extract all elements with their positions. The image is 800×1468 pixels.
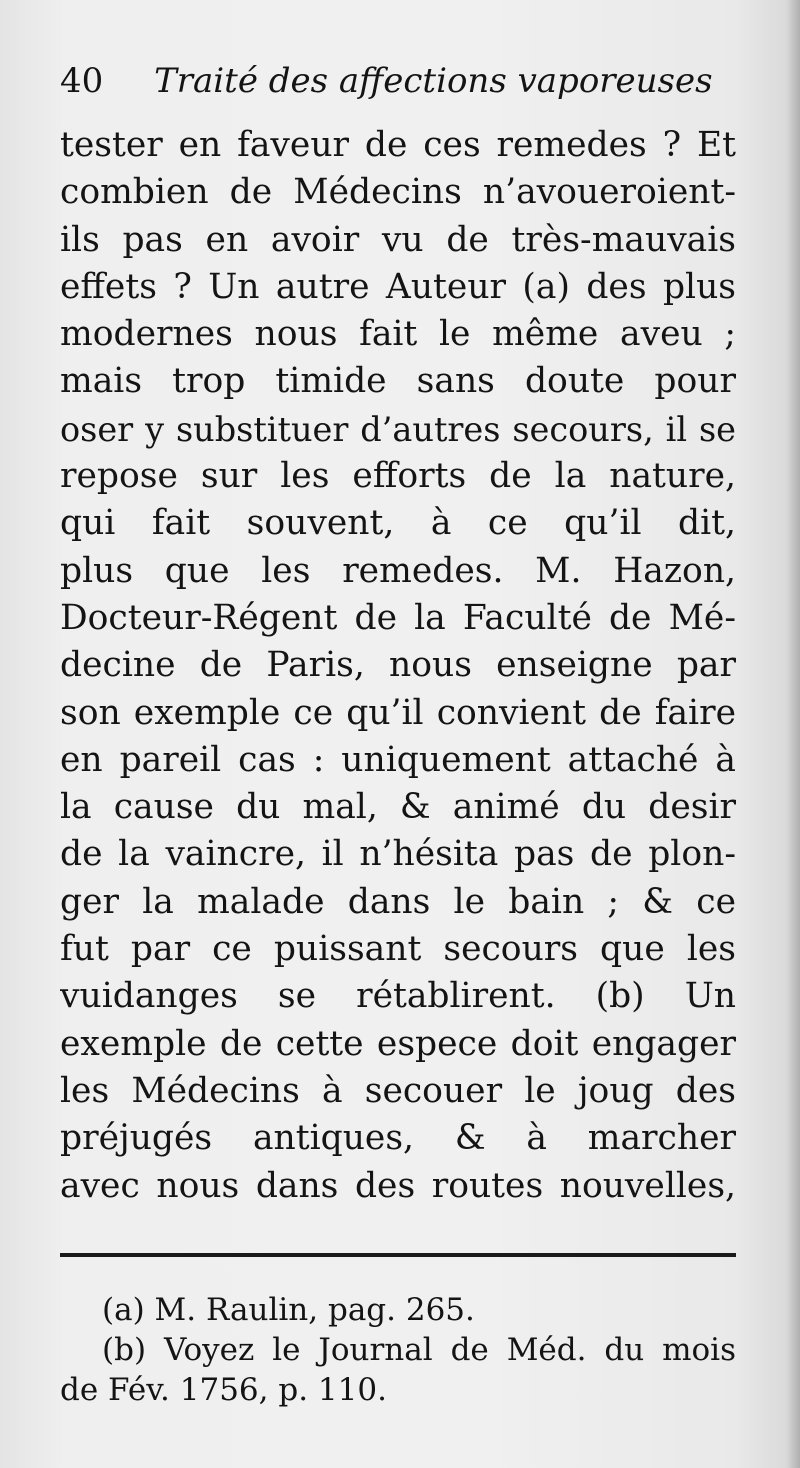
footnote-b: (b) Voyez le Journal de Méd. du mois bbox=[102, 1332, 736, 1368]
text-line: ils pas en avoir vu de très-mauvais bbox=[60, 219, 736, 260]
text-line: modernes nous fait le même aveu ; bbox=[60, 314, 736, 355]
text-line: combien de Médecins n’avoueroient- bbox=[60, 172, 736, 213]
text-line: en pareil cas : uniquement attaché à bbox=[60, 739, 736, 780]
text-line: oser y substituer d’autres secours, il se bbox=[60, 409, 736, 449]
text-line: mais trop timide sans doute pour bbox=[60, 361, 736, 402]
text-line: repose sur les efforts de la nature, bbox=[60, 456, 736, 497]
text-line: exemple de cette espece doit engager bbox=[60, 1023, 736, 1064]
text-line: qui fait souvent, à ce qu’il dit, bbox=[60, 503, 736, 544]
text-line: fut par ce puissant secours que les bbox=[60, 929, 736, 970]
text-line: tester en faveur de ces remedes ? Et bbox=[60, 125, 736, 165]
running-header bbox=[60, 58, 750, 104]
text-line: plus que les remedes. M. Hazon, bbox=[60, 550, 736, 591]
body-text bbox=[60, 122, 736, 1210]
text-line: son exemple ce qu’il convient de faire bbox=[60, 692, 736, 733]
text-line: les Médecins à secouer le joug des bbox=[60, 1070, 736, 1111]
footnote-divider bbox=[60, 1253, 736, 1257]
text-line: vuidanges se rétablirent. (b) Un bbox=[60, 976, 736, 1017]
footnotes bbox=[60, 1290, 736, 1410]
text-line: Docteur-Régent de la Faculté de Mé- bbox=[60, 597, 736, 638]
page-edge-shadow bbox=[786, 0, 800, 1468]
footnote-b-continuation: de Fév. 1756, p. 110. bbox=[60, 1372, 387, 1408]
text-line: effets ? Un autre Auteur (a) des plus bbox=[60, 266, 736, 307]
text-line: la cause du mal, & animé du desir bbox=[60, 787, 736, 828]
page-number: 40 bbox=[60, 61, 104, 101]
text-line: avec nous dans des routes nouvelles, bbox=[60, 1165, 736, 1206]
text-line: préjugés antiques, & à marcher bbox=[60, 1118, 736, 1159]
footnote-a: (a) M. Raulin, pag. 265. bbox=[102, 1292, 475, 1328]
text-line: decine de Paris, nous enseigne par bbox=[60, 645, 736, 686]
text-line: ger la malade dans le bain ; & ce bbox=[60, 881, 736, 922]
text-line: de la vaincre, il n’hésita pas de plon- bbox=[60, 834, 736, 875]
running-title: Traité des affections vaporeuses bbox=[154, 61, 713, 101]
